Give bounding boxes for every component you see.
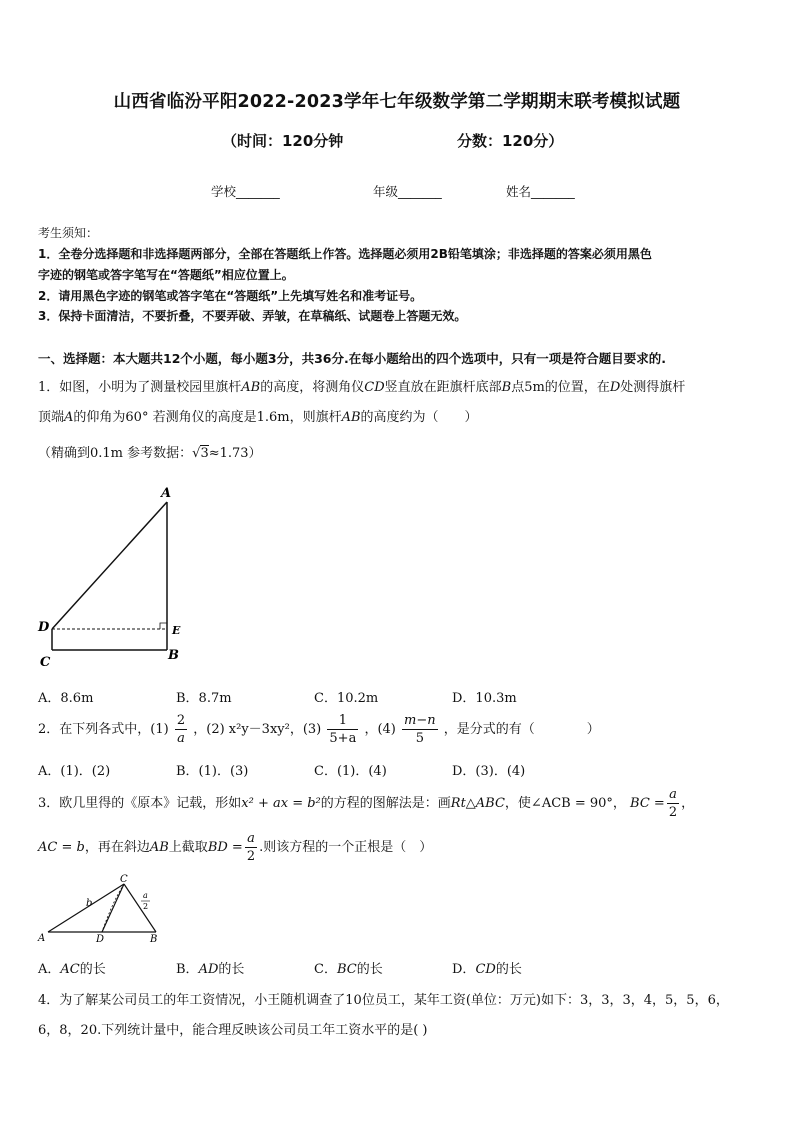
math-ab: AB	[149, 840, 169, 855]
sqrt-radicand: 3	[200, 446, 209, 461]
q3-bc: BC =	[630, 796, 665, 811]
notice-heading: 考生须知：	[38, 226, 99, 240]
q2-text: ，(2) x²y－3xy²，(3)	[193, 722, 322, 737]
comma: ，	[681, 796, 695, 811]
option-math: CD	[475, 962, 496, 977]
q1-text: 的高度约为（ ）	[360, 410, 478, 425]
var: a	[669, 787, 677, 802]
option-suffix: 的长	[218, 962, 245, 977]
grade-field: 年级_______	[373, 184, 442, 199]
notice-line-2: 2．请用黑色字迹的钢笔或答字笔在“答题纸”上先填写姓名和准考证号。	[38, 289, 423, 303]
q1-hint-value: ≈1.73）	[208, 446, 262, 461]
right-angle-mark	[160, 623, 167, 629]
q4-line-2: 6，8，20.下列统计量中，能合理反映该公司员工年工资水平的是( )	[38, 1023, 428, 1038]
q1-text: 顶端	[38, 410, 65, 425]
denominator: 2	[668, 805, 678, 820]
numerator	[245, 830, 257, 848]
notice-line-1: 1．全卷分选择题和非选择题两部分，全部在答题纸上作答。选择题必须用2B铅笔填涂；非选择题的答案必须用黑色	[38, 247, 652, 261]
option-suffix: 的长	[356, 962, 383, 977]
q1-line-2	[38, 406, 478, 425]
label-frac-2: 2	[143, 902, 149, 911]
q1-text: 处测得旗杆	[620, 380, 686, 395]
q2-option-c: C．(1)．(4)	[314, 764, 387, 779]
option-letter: D．	[452, 962, 476, 977]
fraction-a-over-2	[667, 786, 679, 821]
option-math: BC	[336, 962, 357, 977]
q1-option-d: D．10.3m	[452, 691, 517, 706]
var: a	[177, 731, 185, 746]
label-frac-a: a	[143, 891, 148, 900]
option-suffix: 的长	[79, 962, 106, 977]
q2-line	[38, 712, 600, 747]
q1-text: 竖直放在距旗杆底部	[384, 380, 502, 395]
q1-line-1	[38, 376, 685, 395]
fraction-1-over-5a	[327, 712, 358, 747]
sqrt-symbol: √	[192, 446, 201, 461]
q2-lead: 2．在下列各式中，(1)	[38, 722, 169, 737]
q2-option-d: D．(3)．(4)	[452, 764, 526, 779]
exam-score: 分数：120分）	[457, 132, 564, 150]
q3-triangle: Rt△ABC	[450, 796, 505, 811]
q1-text: 点5m的位置，在	[511, 380, 610, 395]
label-d: D	[96, 934, 105, 945]
q3-figure	[32, 873, 167, 945]
math-ab: AB	[341, 410, 361, 425]
label-d: D	[38, 620, 50, 635]
var: m−n	[404, 713, 436, 728]
option-letter: C．	[314, 962, 337, 977]
q2-option-a: A．(1)．(2)	[38, 764, 111, 779]
q1-hint-text: （精确到0.1m 参考数据：	[38, 446, 193, 461]
notice-line-3: 3．保持卡面清洁，不要折叠，不要弄破、弄皱，在草稿纸、试题卷上答题无效。	[38, 309, 467, 323]
numerator: 1	[327, 712, 358, 730]
numerator: 2	[176, 713, 186, 728]
var: a	[247, 831, 255, 846]
label-b: B	[168, 648, 179, 663]
q3-text: .则该方程的一个正根是（ ）	[259, 840, 433, 855]
label-a: A	[161, 486, 172, 501]
option-letter: A．	[38, 962, 61, 977]
math-d: D	[609, 380, 621, 395]
q1-option-b: B．8.7m	[176, 691, 232, 706]
option-suffix: 的长	[495, 962, 522, 977]
denominator	[175, 730, 187, 747]
fraction-a-over-2	[245, 830, 257, 865]
option-letter: B．	[176, 962, 199, 977]
q3-text: 上截取	[168, 840, 208, 855]
q1-text: 1．如图，小明为了测量校园里旗杆	[38, 380, 242, 395]
fraction-2-over-a	[175, 712, 187, 747]
line-cb	[124, 884, 156, 932]
denominator: 2	[246, 849, 256, 864]
q1-option-c: C．10.2m	[314, 691, 379, 706]
q2-option-b: B．(1)．(3)	[176, 764, 249, 779]
q3-text: 3．欧几里得的《原本》记载，形如	[38, 796, 242, 811]
q3-ac: AC = b	[38, 840, 85, 855]
line-da	[52, 502, 167, 629]
option-math: AC	[60, 962, 80, 977]
q4-line-1: 4．为了解某公司员工的年工资情况，小王随机调查了10位员工，某年工资(单位：万元)如下：3，3，3，4，5，5，6，	[38, 993, 729, 1008]
numerator	[402, 712, 438, 730]
q1-figure	[30, 480, 200, 670]
q3-line-2	[38, 830, 432, 865]
notice-line-1b: 字迹的钢笔或答字笔写在“答题纸”相应位置上。	[38, 268, 294, 282]
q2-text: ，(4)	[364, 722, 396, 737]
label-e: E	[172, 624, 181, 637]
label-a: A	[38, 933, 46, 944]
math-a: A	[64, 410, 74, 425]
fraction-mn-over-5	[402, 712, 438, 747]
label-b: B	[150, 934, 158, 945]
q3-text: ，再在斜边	[84, 840, 150, 855]
q3-line-1	[38, 786, 694, 821]
label-c: C	[120, 874, 128, 885]
option-math: AD	[198, 962, 219, 977]
q3-equation: x² + ax = b²	[241, 796, 321, 811]
exam-title: 山西省临汾平阳2022-2023学年七年级数学第二学期期末联考模拟试题	[113, 92, 681, 112]
q1-hint	[38, 442, 262, 461]
q1-option-a: A．8.6m	[38, 691, 94, 706]
q3-text: 的方程的图解法是：画	[320, 796, 451, 811]
school-field: 学校_______	[211, 184, 280, 199]
numerator	[667, 786, 679, 804]
q2-tail: ，是分式的有（ ）	[443, 722, 600, 737]
math-ab: AB	[241, 380, 261, 395]
q3-option-c	[314, 958, 383, 977]
math-cd: CD	[364, 380, 385, 395]
section-heading: 一、选择题：本大题共12个小题，每小题3分，共36分.在每小题给出的四个选项中，只有一项是符合题目要求的.	[38, 351, 666, 366]
denominator: 5	[415, 731, 424, 746]
math-b: B	[501, 380, 512, 395]
name-field: 姓名_______	[506, 184, 575, 199]
label-c: C	[40, 655, 51, 670]
q3-option-d	[452, 958, 522, 977]
denominator: 5+a	[329, 731, 357, 746]
q3-bd: BD =	[207, 840, 243, 855]
label-side-b: b	[86, 898, 93, 909]
q1-text: 的仰角为60° 若测角仪的高度是1.6m，则旗杆	[73, 410, 342, 425]
q3-option-a	[38, 958, 106, 977]
exam-time: （时间：120分钟	[222, 132, 344, 150]
q1-text: 的高度，将测角仪	[260, 380, 365, 395]
q3-option-b	[176, 958, 244, 977]
q3-text: ，使∠ACB = 90°，	[504, 796, 626, 811]
